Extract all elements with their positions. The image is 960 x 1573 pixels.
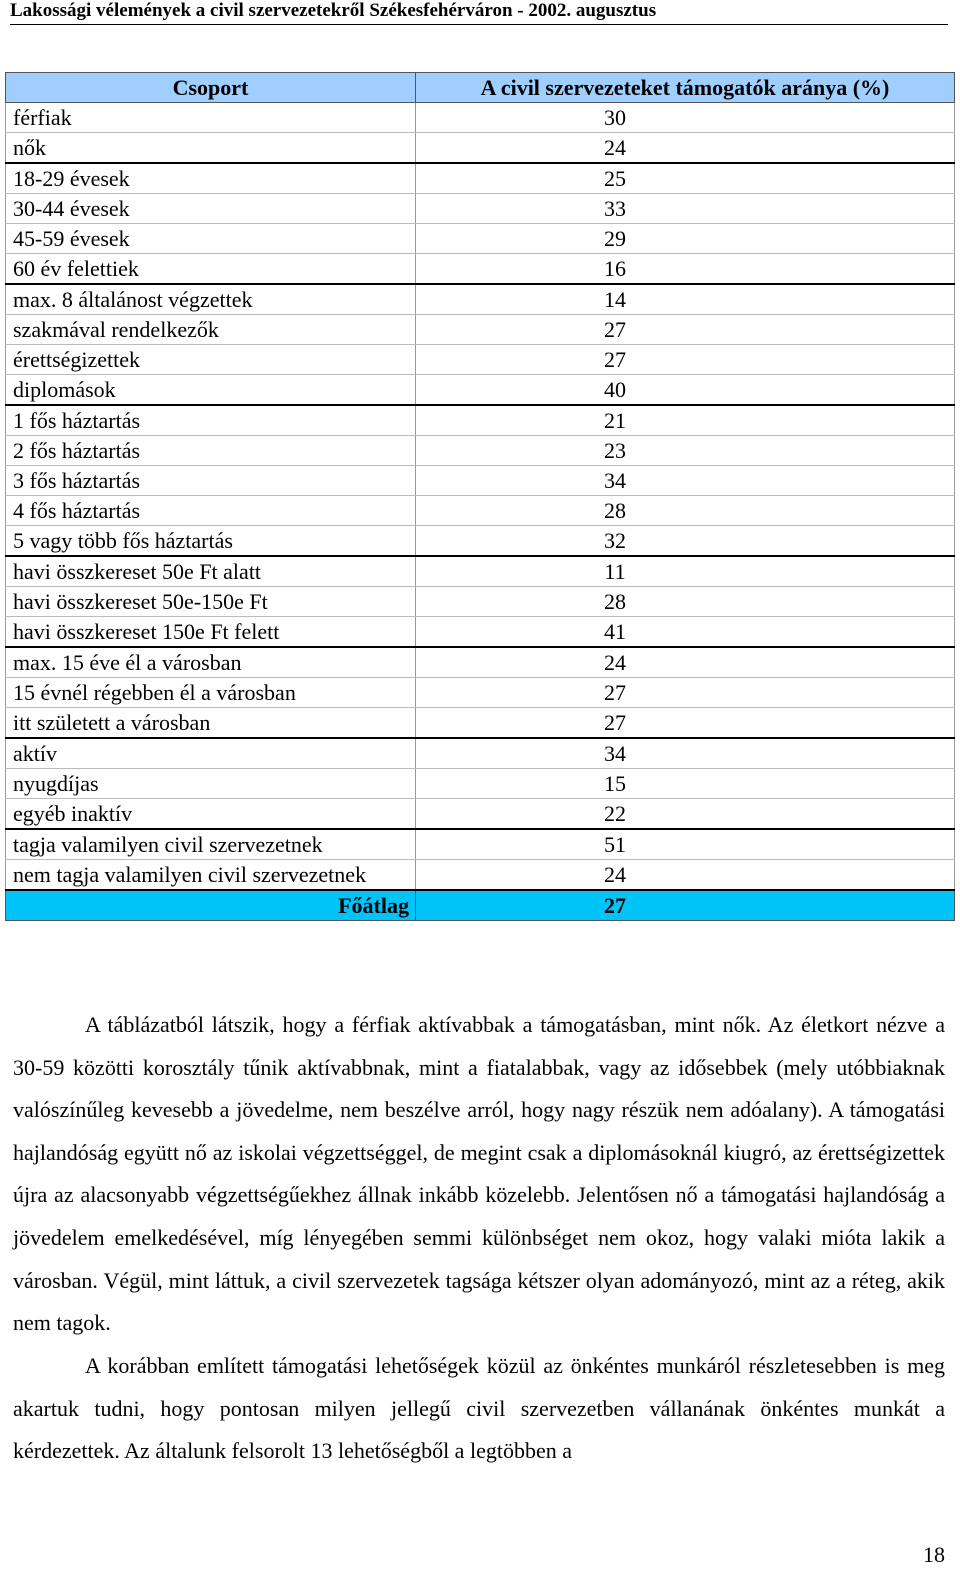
table-row xyxy=(6,829,955,860)
group-label-cell: 18-29 évesek xyxy=(6,163,416,194)
group-label-cell: diplomások xyxy=(6,375,416,406)
ratio-value-cell: 33 xyxy=(416,194,955,224)
group-label-cell: 5 vagy több fős háztartás xyxy=(6,526,416,557)
table-row xyxy=(6,617,955,648)
table-row xyxy=(6,163,955,194)
ratio-value-cell: 11 xyxy=(416,556,955,587)
table-row xyxy=(6,405,955,436)
table-row xyxy=(6,799,955,830)
table-row xyxy=(6,194,955,224)
ratio-value-cell: 29 xyxy=(416,224,955,254)
ratio-value-cell: 40 xyxy=(416,375,955,406)
ratio-value-cell: 24 xyxy=(416,133,955,164)
table-row xyxy=(6,345,955,375)
group-label-cell: érettségizettek xyxy=(6,345,416,375)
ratio-value-cell: 21 xyxy=(416,405,955,436)
ratio-value-cell: 51 xyxy=(416,829,955,860)
table-row xyxy=(6,708,955,739)
table-row xyxy=(6,284,955,315)
group-label-cell: nők xyxy=(6,133,416,164)
paragraph-1: A táblázatból látszik, hogy a férfiak aktívabbak a támogatásban, mint nők. Az életkort nézve a 30-59 közötti korosztály tűnik aktívabbnak, mint a fiatalabbak, vagy az idősebbek (mely utóbbiaknak valószínűleg kevesebb a jövedelme, nem beszélve arról, hogy nagy részük nem adóalany). A támogatási hajlandóság együtt nő az iskolai végzettséggel, de megint csak a diplomásoknál kiugró, az érettségizettek újra az alacsonyabb végzettségűekhez állnak inkább közelebb. Jelentősen nő a támogatási hajlandóság a jövedelem emelkedésével, míg lényegében semmi különbséget nem okoz, hogy valaki mióta lakik a városban. Végül, mint láttuk, a civil szervezetek tagsága kétszer olyan adományozó, mint az a réteg, akik nem tagok. xyxy=(13,1012,945,1336)
table-row xyxy=(6,466,955,496)
group-label-cell: férfiak xyxy=(6,103,416,133)
table-row xyxy=(6,678,955,708)
ratio-value-cell: 22 xyxy=(416,799,955,830)
page-header: Lakossági vélemények a civil szervezetekről Székesfehérváron - 2002. augusztus xyxy=(10,0,948,25)
ratio-value-cell: 27 xyxy=(416,315,955,345)
ratio-value-cell: 32 xyxy=(416,526,955,557)
ratio-value-cell: 27 xyxy=(416,708,955,739)
group-label-cell: 15 évnél régebben él a városban xyxy=(6,678,416,708)
group-label-cell: havi összkereset 50e Ft alatt xyxy=(6,556,416,587)
group-label-cell: itt született a városban xyxy=(6,708,416,739)
ratio-value-cell: 28 xyxy=(416,587,955,617)
paragraph-2: A korábban említett támogatási lehetőségek közül az önkéntes munkáról részletesebben is meg akartuk tudni, hogy pontosan milyen jellegű civil szervezetben vállanának önkéntes munkát a kérdezettek. Az általunk felsorolt 13 lehetőségből a legtöbben a xyxy=(13,1353,945,1464)
group-label-cell: 45-59 évesek xyxy=(6,224,416,254)
table-body xyxy=(6,103,955,921)
ratio-value-cell: 27 xyxy=(416,345,955,375)
ratio-value-cell: 24 xyxy=(416,860,955,891)
total-label: Főátlag xyxy=(6,890,416,921)
column-header-ratio: A civil szervezeteket támogatók aránya (%) xyxy=(416,73,955,103)
group-label-cell: 60 év felettiek xyxy=(6,254,416,285)
table-row xyxy=(6,375,955,406)
group-label-cell: egyéb inaktív xyxy=(6,799,416,830)
table-row xyxy=(6,738,955,769)
ratio-value-cell: 27 xyxy=(416,678,955,708)
group-label-cell: szakmával rendelkezők xyxy=(6,315,416,345)
table-row xyxy=(6,769,955,799)
table-row xyxy=(6,315,955,345)
ratio-value-cell: 25 xyxy=(416,163,955,194)
group-label-cell: 1 fős háztartás xyxy=(6,405,416,436)
total-value: 27 xyxy=(416,890,955,921)
group-label-cell: aktív xyxy=(6,738,416,769)
ratio-value-cell: 30 xyxy=(416,103,955,133)
table-row xyxy=(6,103,955,133)
support-table xyxy=(5,72,955,921)
table-row xyxy=(6,587,955,617)
table-row xyxy=(6,436,955,466)
group-label-cell: max. 8 általánost végzettek xyxy=(6,284,416,315)
total-row xyxy=(6,890,955,921)
table-row xyxy=(6,254,955,285)
group-label-cell: max. 15 éve él a városban xyxy=(6,647,416,678)
group-label-cell: 4 fős háztartás xyxy=(6,496,416,526)
table-header-row xyxy=(6,73,955,103)
group-label-cell: 3 fős háztartás xyxy=(6,466,416,496)
ratio-value-cell: 34 xyxy=(416,738,955,769)
group-label-cell: havi összkereset 50e-150e Ft xyxy=(6,587,416,617)
ratio-value-cell: 34 xyxy=(416,466,955,496)
table-row xyxy=(6,860,955,891)
table-row xyxy=(6,133,955,164)
table-row xyxy=(6,526,955,557)
table-row xyxy=(6,224,955,254)
group-label-cell: havi összkereset 150e Ft felett xyxy=(6,617,416,648)
ratio-value-cell: 16 xyxy=(416,254,955,285)
table-row xyxy=(6,556,955,587)
ratio-value-cell: 23 xyxy=(416,436,955,466)
table-row xyxy=(6,647,955,678)
ratio-value-cell: 24 xyxy=(416,647,955,678)
ratio-value-cell: 14 xyxy=(416,284,955,315)
ratio-value-cell: 28 xyxy=(416,496,955,526)
ratio-value-cell: 41 xyxy=(416,617,955,648)
table-row xyxy=(6,496,955,526)
column-header-group: Csoport xyxy=(6,73,416,103)
group-label-cell: 30-44 évesek xyxy=(6,194,416,224)
ratio-value-cell: 15 xyxy=(416,769,955,799)
group-label-cell: nyugdíjas xyxy=(6,769,416,799)
group-label-cell: nem tagja valamilyen civil szervezetnek xyxy=(6,860,416,891)
group-label-cell: 2 fős háztartás xyxy=(6,436,416,466)
page-number: 18 xyxy=(923,1542,945,1567)
group-label-cell: tagja valamilyen civil szervezetnek xyxy=(6,829,416,860)
